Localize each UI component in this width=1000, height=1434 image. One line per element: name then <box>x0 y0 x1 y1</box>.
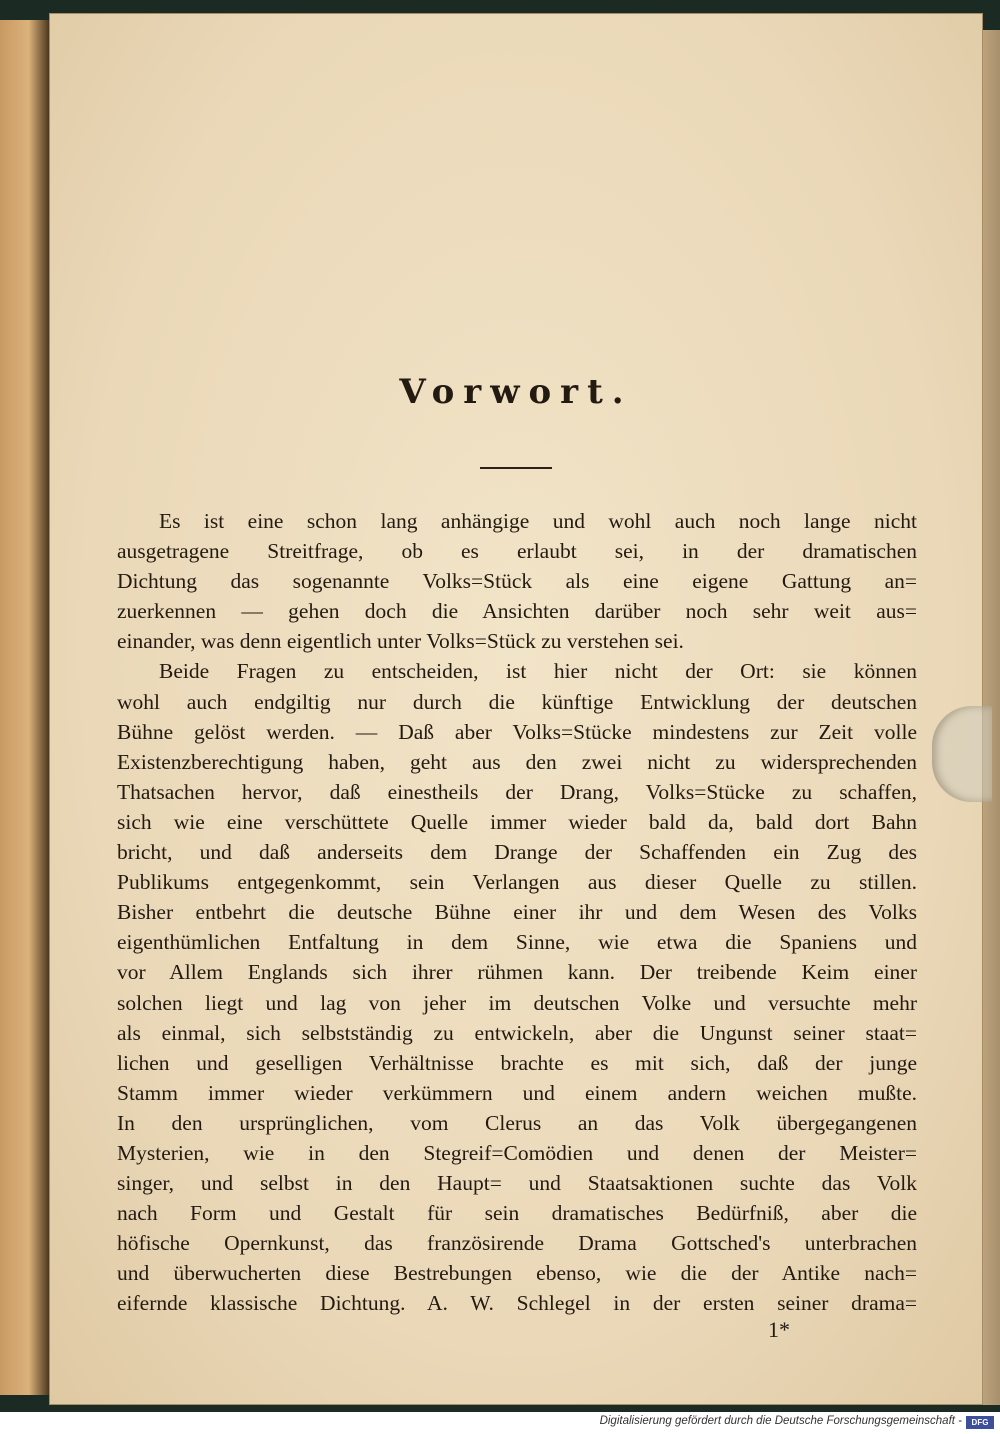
text-line: eigenthümlichen Entfaltung in dem Sinne, wie etwa die Spaniens und <box>117 930 917 955</box>
text-line: In den ursprünglichen, vom Clerus an das Volk übergegangenen <box>117 1110 917 1135</box>
text-line: Bühne gelöst werden. — Daß aber Volks=Stücke mindestens zur Zeit volle <box>117 719 917 744</box>
text-line: höfische Opernkunst, das französirende Drama Gottsched's unterbrachen <box>117 1231 917 1256</box>
left-page-edge <box>0 20 52 1395</box>
text-line: Thatsachen hervor, daß einestheils der Drang, Volks=Stücke zu schaffen, <box>117 779 917 804</box>
text-line: eifernde klassische Dichtung. A. W. Schlegel in der ersten seiner drama= <box>117 1291 917 1316</box>
text-line: zuerkennen — gehen doch die Ansichten darüber noch sehr weit aus= <box>117 599 917 624</box>
text-line: Bisher entbehrt die deutsche Bühne einer ihr und dem Wesen des Volks <box>117 900 917 925</box>
text-line: Existenzberechtigung haben, geht aus den zwei nicht zu widersprechenden <box>117 749 917 774</box>
text-line: singer, und selbst in den Haupt= und Staatsaktionen suchte das Volk <box>117 1171 917 1196</box>
text-line: vor Allem Englands sich ihrer rühmen kann. Der treibende Keim einer <box>117 960 917 985</box>
text-line: nach Form und Gestalt für sein dramatisches Bedürfniß, aber die <box>117 1201 917 1226</box>
title-divider <box>480 467 552 469</box>
footer-credit: Digitalisierung gefördert durch die Deutsche Forschungsgemeinschaft - <box>599 1415 962 1427</box>
page-number: 1* <box>768 1317 790 1342</box>
text-line: sich wie eine verschüttete Quelle immer wieder bald da, bald dort Bahn <box>117 809 917 834</box>
text-line: Publikums entgegenkommt, sein Verlangen aus dieser Quelle zu stillen. <box>117 870 917 895</box>
text-line: Beide Fragen zu entscheiden, ist hier nicht der Ort: sie können <box>159 659 917 684</box>
book-page <box>50 14 982 1404</box>
text-line: solchen liegt und lag von jeher im deutschen Volke und versuchte mehr <box>117 990 917 1015</box>
text-line: ausgetragene Streitfrage, ob es erlaubt sei, in der dramatischen <box>117 539 917 564</box>
dfg-logo: DFG <box>966 1416 994 1429</box>
text-line: bricht, und daß anderseits dem Drange der Schaffenden ein Zug des <box>117 840 917 865</box>
text-line: einander, was denn eigentlich unter Volks=Stück zu verstehen sei. <box>117 629 684 654</box>
text-line: Dichtung das sogenannte Volks=Stück als eine eigene Gattung an= <box>117 569 917 594</box>
page-clip <box>932 706 992 802</box>
text-line: als einmal, sich selbstständig zu entwickeln, aber die Ungunst seiner staat= <box>117 1020 917 1045</box>
body-text <box>117 506 917 1319</box>
text-line: lichen und geselligen Verhältnisse brachte es mit sich, daß der junge <box>117 1050 917 1075</box>
text-line: Stamm immer wieder verkümmern und einem andern weichen mußte. <box>117 1080 917 1105</box>
text-line: Mysterien, wie in den Stegreif=Comödien und denen der Meister= <box>117 1140 917 1165</box>
page-title: Vorwort. <box>399 372 633 412</box>
text-line: wohl auch endgiltig nur durch die künftige Entwicklung der deutschen <box>117 689 917 714</box>
text-line: Es ist eine schon lang anhängige und wohl auch noch lange nicht <box>159 509 917 533</box>
text-line: und überwucherten diese Bestrebungen ebenso, wie die der Antike nach= <box>117 1261 917 1286</box>
